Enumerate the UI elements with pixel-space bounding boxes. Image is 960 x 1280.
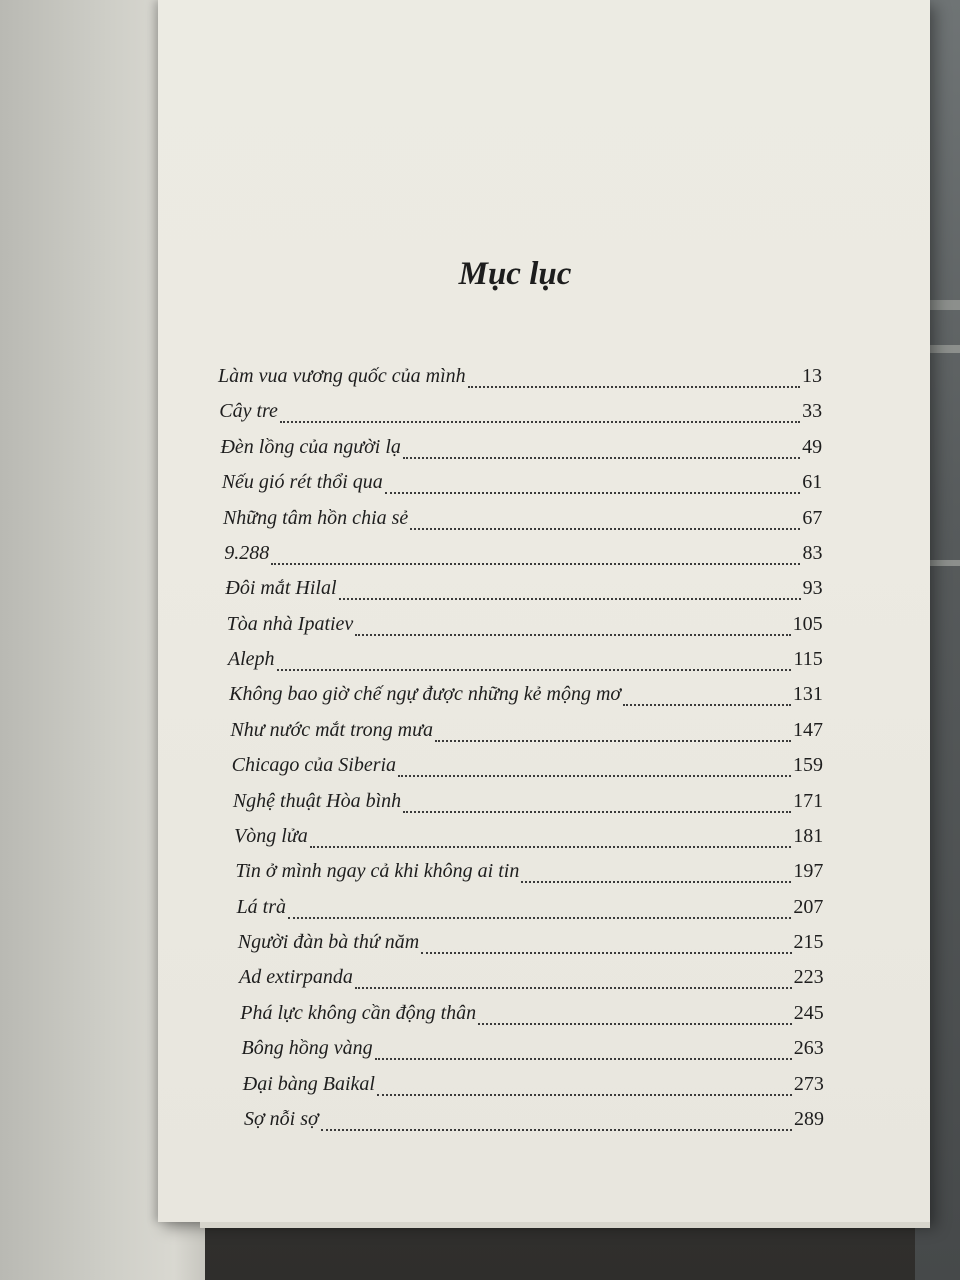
dot-leader — [321, 1129, 792, 1131]
toc-entry — [225, 577, 822, 607]
dot-leader — [339, 598, 801, 600]
dot-leader — [435, 740, 791, 742]
toc-entry-title: Bông hồng vàng — [241, 1037, 373, 1060]
toc-entry-title: Những tâm hồn chia sẻ — [222, 506, 409, 529]
toc-entry-page-number: 273 — [793, 1072, 824, 1095]
toc-entry — [237, 896, 824, 926]
dot-leader — [377, 1094, 792, 1096]
toc-entry-title: Đèn lồng của người lạ — [220, 435, 401, 458]
toc-entry — [242, 1037, 824, 1067]
toc-entry-title: Tòa nhà Ipatiev — [226, 612, 354, 635]
toc-entry — [222, 471, 823, 501]
toc-entry-page-number: 49 — [802, 435, 823, 458]
toc-entry — [239, 966, 824, 996]
dot-leader — [288, 917, 791, 919]
toc-entry-title: Vòng lửa — [234, 824, 308, 847]
toc-entry — [219, 400, 822, 430]
toc-entry — [240, 1002, 823, 1032]
toc-entry — [235, 860, 823, 890]
toc-entry — [224, 542, 822, 572]
toc-entry-title: Đôi mắt Hilal — [225, 577, 337, 600]
toc-entry-page-number: 147 — [792, 718, 823, 741]
toc-entry-page-number: 33 — [802, 400, 823, 423]
toc-heading: Mục lục — [458, 256, 572, 292]
toc-entry-page-number: 13 — [802, 365, 822, 387]
toc-entry-page-number: 83 — [802, 541, 823, 564]
dot-leader — [521, 881, 791, 883]
toc-entry-page-number: 207 — [793, 895, 824, 918]
toc-entry-page-number: 171 — [793, 789, 824, 812]
toc-entry — [223, 507, 822, 537]
toc-entry-title: Tin ở mình ngay cả khi không ai tin — [235, 860, 520, 883]
dot-leader — [398, 775, 791, 777]
toc-entry-title: Cây tre — [219, 400, 278, 423]
toc-entry-page-number: 131 — [792, 683, 823, 706]
toc-entry — [234, 825, 823, 855]
toc-entry — [238, 931, 824, 961]
toc-entry-title: Lá trà — [236, 895, 287, 918]
toc-entry-page-number: 105 — [792, 612, 823, 635]
toc-entry-title: 9.288 — [224, 541, 270, 564]
toc-entry-title: Ad extirpanda — [239, 966, 353, 989]
dot-leader — [355, 987, 792, 989]
toc-entry-title: Sợ nỗi sợ — [244, 1108, 319, 1130]
toc-entry-page-number: 67 — [802, 506, 823, 529]
toc-entry — [229, 683, 823, 713]
toc-entry-page-number: 245 — [793, 1001, 824, 1024]
dot-leader — [355, 634, 790, 636]
dot-leader — [478, 1023, 792, 1025]
toc-entry-title: Người đàn bà thứ năm — [237, 931, 420, 954]
toc-entry — [244, 1108, 824, 1138]
toc-entry-title: Chicago của Siberia — [231, 754, 397, 777]
dot-leader — [421, 952, 791, 954]
toc-entry — [243, 1073, 824, 1103]
toc-entry — [230, 719, 823, 749]
toc-entry-title: Nghệ thuật Hòa bình — [232, 789, 402, 812]
toc-entry — [218, 365, 822, 395]
dot-leader — [280, 421, 800, 423]
toc-entry-title: Làm vua vương quốc của mình — [218, 365, 466, 387]
dot-leader — [277, 669, 792, 671]
dot-leader — [403, 811, 791, 813]
toc-entry-title: Aleph — [227, 648, 275, 671]
toc-entry-page-number: 223 — [793, 966, 824, 989]
toc-entry — [228, 648, 823, 678]
dot-leader — [271, 563, 800, 565]
toc-entry-title: Như nước mắt trong mưa — [230, 718, 434, 741]
toc-entry-page-number: 215 — [793, 931, 824, 954]
dot-leader — [310, 846, 791, 848]
dot-leader — [375, 1058, 792, 1060]
toc-entry-page-number: 181 — [793, 824, 824, 847]
toc-entry — [227, 613, 823, 643]
dot-leader — [385, 492, 800, 494]
toc-entry-title: Đại bàng Baikal — [242, 1072, 375, 1095]
toc-entry-title: Không bao giờ chế ngự được những kẻ mộng mơ — [229, 683, 622, 706]
toc-entry-page-number: 263 — [793, 1037, 824, 1060]
toc-entry — [233, 790, 823, 820]
dot-leader — [623, 704, 791, 706]
toc-entry — [220, 436, 822, 466]
dot-leader — [468, 386, 800, 388]
dot-leader — [403, 457, 800, 459]
toc-entry-page-number: 289 — [794, 1108, 824, 1130]
toc-entry-page-number: 93 — [802, 577, 823, 600]
toc-entry — [232, 754, 823, 784]
toc-entry-title: Nếu gió rét thổi qua — [221, 471, 383, 494]
toc-entry-title: Phá lực không cần động thân — [240, 1001, 477, 1024]
toc-entry-page-number: 197 — [793, 860, 824, 883]
toc-entry-page-number: 115 — [793, 648, 823, 671]
toc-entry-page-number: 61 — [802, 471, 823, 494]
dot-leader — [410, 528, 800, 530]
toc-entry-page-number: 159 — [793, 754, 824, 777]
